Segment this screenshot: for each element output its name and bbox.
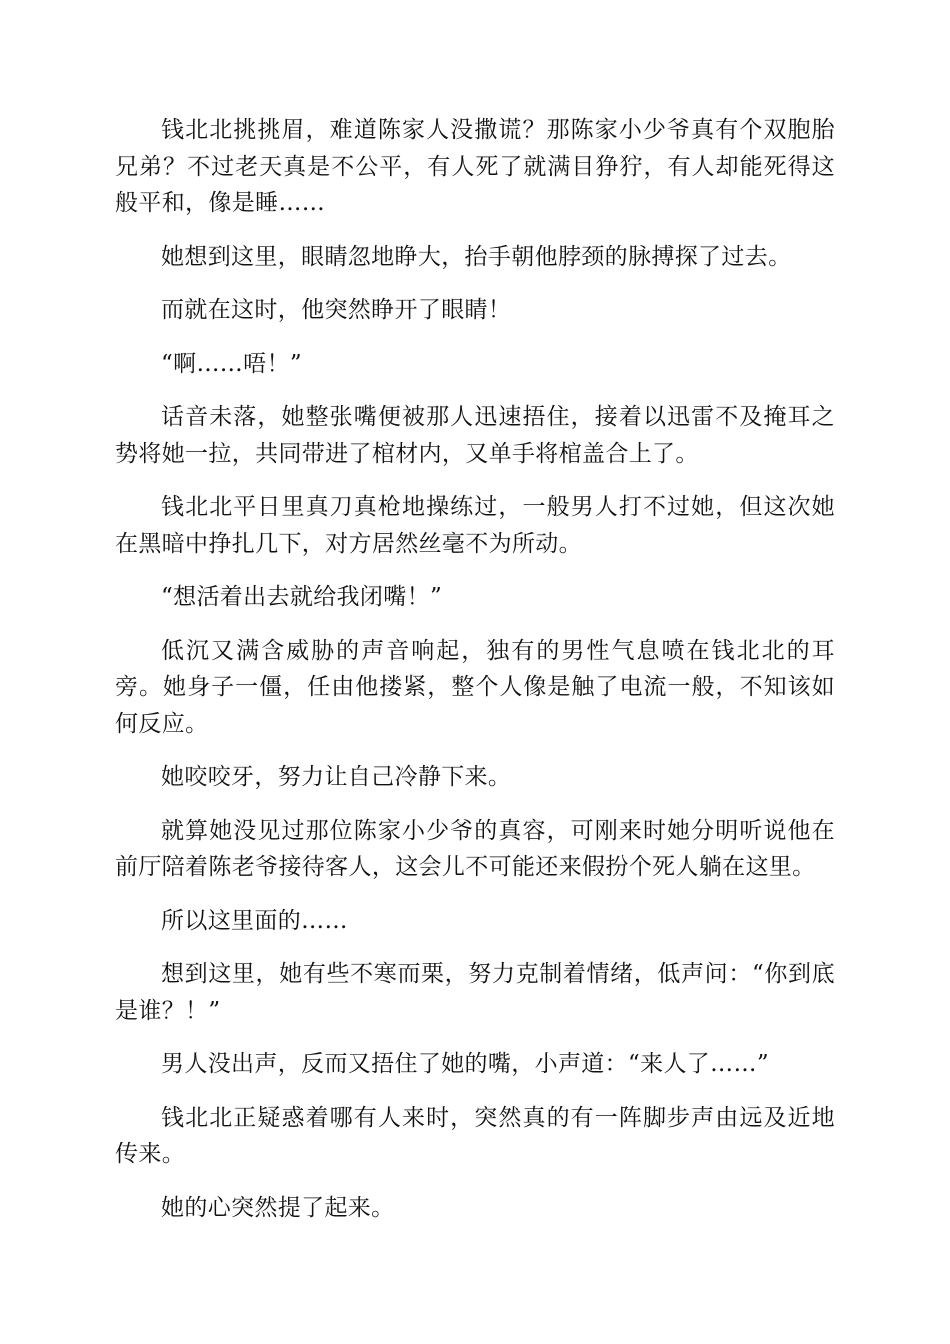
paragraph: 而就在这时，他突然睁开了眼睛！ <box>161 297 512 323</box>
paragraph: 想到这里，她有些不寒而栗，努力克制着情绪，低声问：“你到底是谁？！” <box>115 961 835 1024</box>
paragraph: 她咬咬牙，努力让自己冷静下来。 <box>161 764 512 790</box>
paragraph: 话音未落，她整张嘴便被那人迅速捂住，接着以迅雷不及掩耳之势将她一拉，共同带进了棺材内，又单手将棺盖合上了。 <box>115 404 835 467</box>
paragraph: 她的心突然提了起来。 <box>161 1194 395 1221</box>
paragraph: 男人没出声，反而又捂住了她的嘴，小声道：“来人了……” <box>161 1051 769 1077</box>
paragraph: 钱北北挑挑眉，难道陈家人没撒谎？那陈家小少爷真有个双胞胎兄弟？不过老天真是不公平，有人死了就满目狰狞，有人却能死得这般平和，像是睡…… <box>115 117 835 216</box>
paragraph: “想活着出去就给我闭嘴！” <box>161 584 443 610</box>
paragraph: 钱北北平日里真刀真枪地操练过，一般男人打不过她，但这次她在黑暗中挣扎几下，对方居然丝毫不为所动。 <box>115 494 835 557</box>
paragraph: 钱北北正疑惑着哪有人来时，突然真的有一阵脚步声由远及近地传来。 <box>115 1104 835 1167</box>
paragraph: 低沉又满含威胁的声音响起，独有的男性气息喷在钱北北的耳旁。她身子一僵，任由他搂紧，整个人像是触了电流一般，不知该如何反应。 <box>115 637 835 737</box>
paragraph: 她想到这里，眼睛忽地睁大，抬手朝他脖颈的脉搏探了过去。 <box>161 243 792 270</box>
paragraph: 就算她没见过那位陈家小少爷的真容，可刚来时她分明听说他在前厅陪着陈老爷接待客人，这会儿不可能还来假扮个死人躺在这里。 <box>115 817 835 880</box>
paragraph: “啊……唔！” <box>161 350 302 377</box>
paragraph: 所以这里面的…… <box>161 907 348 934</box>
